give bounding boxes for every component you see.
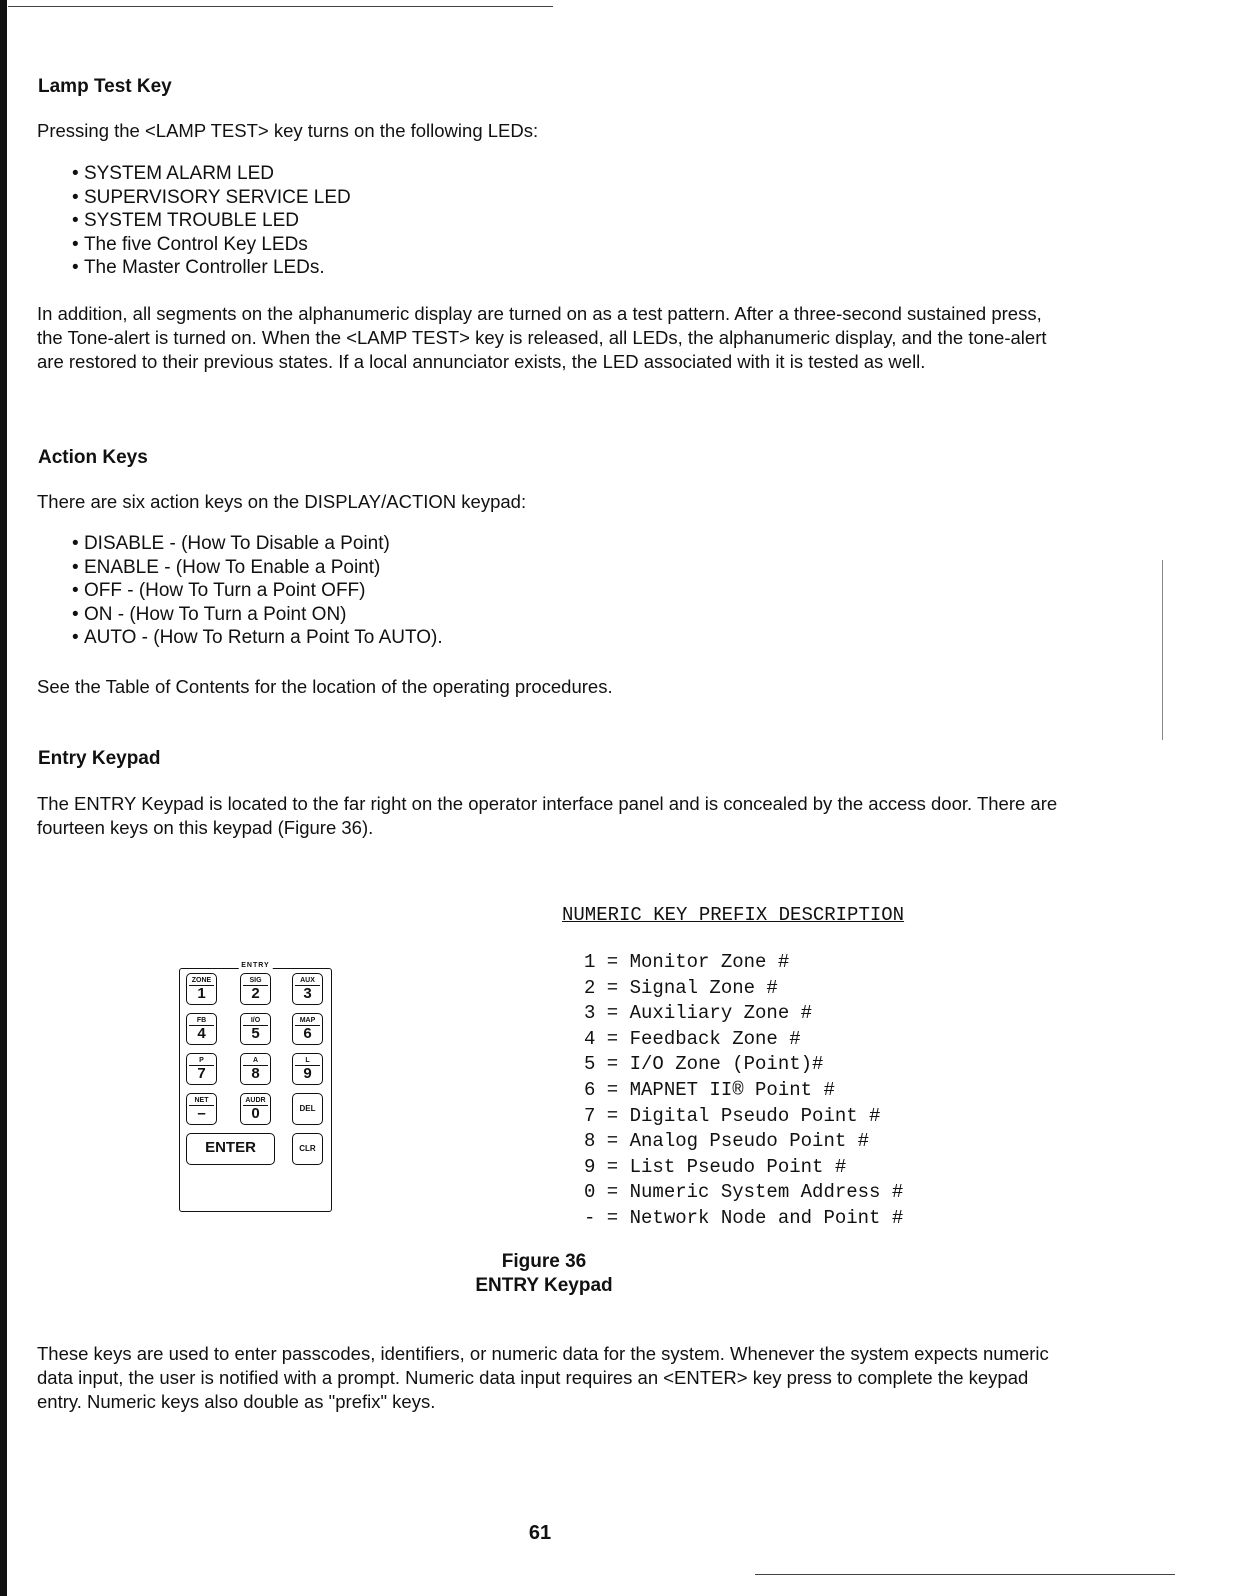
prefix-table [584,950,903,1232]
page-binding-edge [0,0,7,1596]
keypad-key-clr [292,1133,323,1165]
key-number: 7 [197,1065,206,1082]
figure-title: ENTRY Keypad [475,1275,613,1296]
prefix-row: 9 = List Pseudo Point # [584,1155,847,1178]
entry-keypad-diagram [179,962,332,1212]
keypad-key-enter: ENTER [186,1133,275,1165]
prefix-row: 2 = Signal Zone # [584,976,778,999]
keypad-key-0 [240,1093,271,1125]
bottom-rule [755,1574,1175,1575]
list-item: • SYSTEM ALARM LED [72,162,351,186]
prefix-row: 7 = Digital Pseudo Point # [584,1104,881,1127]
action-keys-intro: There are six action keys on the DISPLAY/ACTION keypad: [37,491,527,512]
prefix-row: 8 = Analog Pseudo Point # [584,1130,870,1153]
key-tab-label: SIG [243,976,268,986]
keypad-key-1 [186,973,217,1005]
list-item: • SUPERVISORY SERVICE LED [72,186,351,210]
key-tab-label: ZONE [189,976,214,986]
prefix-row: 6 = MAPNET II® Point # [584,1078,835,1101]
page-number: 61 [528,1522,552,1544]
entry-keypad-paragraph: The ENTRY Keypad is located to the far right on the operator interface panel and is concealed by the access door. There are fourteen keys on this keypad (Figure 36). [37,793,1058,838]
lamp-test-intro: Pressing the <LAMP TEST> key turns on the following LEDs: [37,120,539,141]
keypad-key-8 [240,1053,271,1085]
key-number: – [197,1105,206,1122]
key-number: 8 [251,1065,260,1082]
list-item: • ON - (How To Turn a Point ON) [72,603,443,627]
prefix-row: - = Network Node and Point # [584,1206,904,1229]
keypad-key-6 [292,1013,323,1045]
key-number: 9 [303,1065,312,1082]
key-tab-label: NET [189,1096,214,1106]
keypad-key-5 [240,1013,271,1045]
key-number: 6 [303,1025,312,1042]
action-keys-heading: Action Keys [38,447,148,468]
list-item: • The Master Controller LEDs. [72,256,351,280]
key-number: 3 [303,985,312,1002]
key-number: 1 [197,985,206,1002]
list-item: • The five Control Key LEDs [72,233,351,257]
figure-number: Figure 36 [501,1251,587,1272]
key-number: 0 [251,1105,260,1122]
prefix-row: 3 = Auxiliary Zone # [584,1002,813,1025]
key-number: 2 [251,985,260,1002]
keypad-label: ENTRY [238,962,272,969]
action-keys-list [72,532,443,650]
key-tab-label: P [189,1056,214,1066]
action-keys-note: See the Table of Contents for the location of the operating procedures. [37,676,613,697]
key-tab-label: MAP [295,1016,320,1026]
list-item: • ENABLE - (How To Enable a Point) [72,556,443,580]
keypad-key-net [186,1093,217,1125]
list-item: • DISABLE - (How To Disable a Point) [72,532,443,556]
keypad-key-2 [240,973,271,1005]
lamp-test-heading: Lamp Test Key [38,76,172,97]
list-item: • SYSTEM TROUBLE LED [72,209,351,233]
key-tab-label: L [295,1056,320,1066]
prefix-row: 1 = Monitor Zone # [584,951,790,973]
key-number: 5 [251,1025,260,1042]
list-item: • OFF - (How To Turn a Point OFF) [72,579,443,603]
prefix-row: 0 = Numeric System Address # [584,1181,904,1204]
key-label: DEL [299,1104,316,1113]
key-tab-label: I/O [243,1016,268,1026]
right-margin-rule [1162,560,1163,740]
prefix-row: 4 = Feedback Zone # [584,1027,801,1050]
top-rule [8,6,553,7]
keypad-key-7 [186,1053,217,1085]
lamp-test-paragraph: In addition, all segments on the alphanumeric display are turned on as a test pattern. After a three-second sustained press, the Tone-alert is turned on. When the <LAMP TEST> key is released, all LEDs, the alphanumeric display, and the tone-alert are restored to their previous states. If a local annunciator exists, the LED associated with it is tested as well. [37,303,1047,372]
entry-keypad-closing: These keys are used to enter passcodes, identifiers, or numeric data for the system. Whenever the system expects numeric data input, the user is notified with a prompt. Numeric data input requires an <ENTER> key press to complete the keypad entry. Numeric keys also double as "prefix" keys. [37,1343,1049,1412]
key-tab-label: FB [189,1016,214,1026]
keypad-key-3 [292,973,323,1005]
entry-keypad-heading: Entry Keypad [38,748,161,769]
keypad-key-del [292,1093,323,1125]
key-tab-label: AUDR [243,1096,268,1106]
lamp-test-led-list [72,162,351,280]
key-label: CLR [299,1144,316,1153]
prefix-table-header: NUMERIC KEY PREFIX DESCRIPTION [562,904,905,926]
keypad-key-4 [186,1013,217,1045]
key-tab-label: A [243,1056,268,1066]
prefix-row: 5 = I/O Zone (Point)# [584,1053,824,1076]
key-number: 4 [197,1025,206,1042]
key-tab-label: AUX [295,976,320,986]
list-item: • AUTO - (How To Return a Point To AUTO). [72,626,443,650]
keypad-key-9 [292,1053,323,1085]
